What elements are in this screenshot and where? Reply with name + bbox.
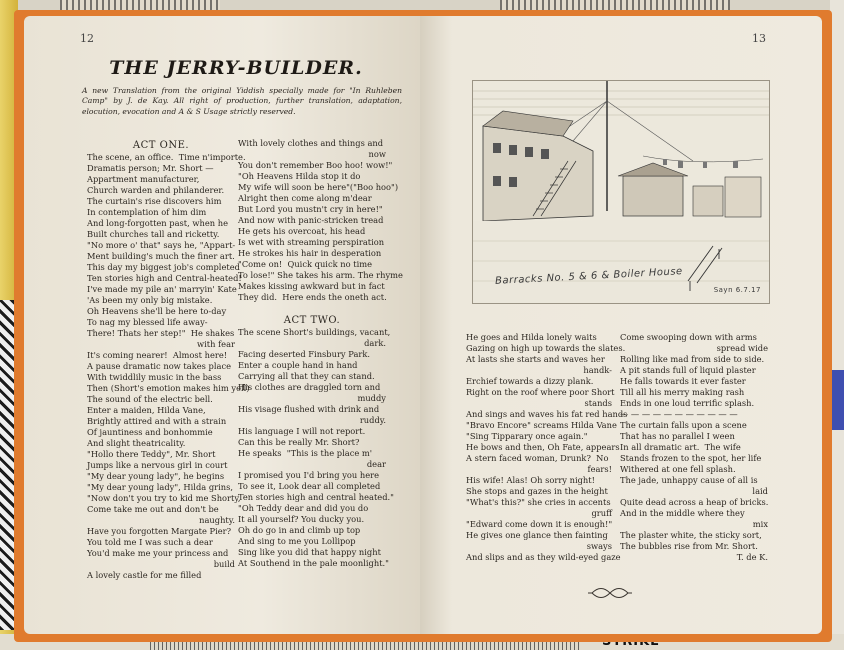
poem-line: His wife! Alas! Oh sorry night! — [466, 475, 595, 485]
poem-line: Enter a couple hand in hand — [238, 360, 358, 370]
poem-line: The jade, unhappy cause of all is — [620, 475, 758, 485]
left-column-1 — [87, 139, 250, 581]
poem-line: And sings and waves his fat red hands — [466, 409, 628, 419]
poem-line: Facing deserted Finsbury Park. — [238, 349, 371, 359]
poem-line: And sing to me you Lollipop — [238, 536, 356, 546]
poem-line: Ten stories high and Central-heated! — [87, 273, 242, 283]
poem-line: dear — [366, 459, 386, 469]
poem-line: The scene, an office. Time n'importe. — [87, 152, 246, 162]
poem-line: In contemplation of him dim — [87, 207, 207, 217]
poem-line: mix — [752, 519, 768, 529]
left-column-2 — [238, 138, 403, 569]
poem-line: "No more o' that" says he, "Appart- — [87, 240, 236, 250]
poem-line: This day my biggest job's completed — [87, 262, 240, 272]
poem-line: Makes kissing awkward but in fact — [238, 281, 385, 291]
poem-line: To nag my blessed life away- — [87, 317, 208, 327]
left-page — [24, 16, 420, 634]
backdrop-right — [830, 0, 844, 650]
poem-line: You don't remember Boo hoo! wow!" — [238, 160, 393, 170]
poem-line: stands — [584, 398, 612, 408]
open-book — [14, 10, 832, 642]
page-number-right: 13 — [752, 32, 766, 45]
poem-line: build — [213, 559, 235, 569]
poem-line: laid — [752, 486, 768, 496]
poem-line: Enter a maiden, Hilda Vane, — [87, 405, 206, 415]
poem-line: And in the middle where they — [620, 508, 745, 518]
poem-line: To see it, Look dear all completed — [238, 481, 381, 491]
poem-line: The curtain's rise discovers him — [87, 196, 222, 206]
poem-line: With twiddlily music in the bass — [87, 372, 222, 382]
article-title: THE JERRY-BUILDER. — [109, 57, 363, 79]
poem-line: Ends in one loud terrific splash. — [620, 398, 755, 408]
poem-line: naughty. — [199, 515, 235, 525]
poem-line: And now with panic-stricken tread — [238, 215, 384, 225]
poem-line: "My dear young lady", Hilda grins, — [87, 482, 234, 492]
poem-line: At Southend in the pale moonlight." — [238, 558, 389, 568]
poem-line: My wife will soon be here"("Boo hoo") — [238, 182, 399, 192]
poem-line: Built churches tall and ricketty. — [87, 229, 220, 239]
poem-line: gruff — [591, 508, 612, 518]
poem-line: "Edward come down it is enough!" — [466, 519, 613, 529]
poem-line: "Now don't you try to kid me Shorty, — [87, 493, 241, 503]
poem-line: And long-forgotten past, when he — [87, 218, 229, 228]
poem-line: You told me I was such a dear — [87, 537, 213, 547]
poem-line: "My dear young lady", he begins — [87, 471, 225, 481]
poem-line: The bubbles rise from Mr. Short. — [620, 541, 758, 551]
poem-line: Come take me out and don't be — [87, 504, 219, 514]
poem-line: "Hollo there Teddy", Mr. Short — [87, 449, 216, 459]
poem-line: T. de K. — [736, 552, 768, 562]
poem-line: He gives one glance then fainting — [466, 530, 608, 540]
poem-line: She stops and gazes in the height — [466, 486, 608, 496]
poem-line: with fear — [197, 339, 235, 349]
poem-line: And slight theatricality. — [87, 438, 186, 448]
poem-line: A pit stands full of liquid plaster — [620, 365, 756, 375]
intro-note — [82, 86, 402, 117]
poem-line: Is wet with streaming perspiration — [238, 237, 385, 247]
poem-line: It all yourself? You ducky you. — [238, 514, 365, 524]
poem-line: "Come on! Quick quick no time — [238, 259, 372, 269]
poem-line: I promised you I'd bring you here — [238, 470, 380, 480]
poem-line: His visage flushed with drink and — [238, 404, 380, 414]
poem-line: Can this be really Mr. Short? — [238, 437, 360, 447]
poem-line: Church warden and philanderer. — [87, 185, 225, 195]
poem-line: You'd make me your princess and — [87, 548, 229, 558]
poem-line: handk- — [583, 365, 612, 375]
poem-line: A pause dramatic now takes place — [87, 361, 232, 371]
poem-line: muddy — [357, 393, 386, 403]
poem-line: A lovely castle for me filled — [87, 570, 202, 580]
poem-line: Appartment manufacturer, — [87, 174, 200, 184]
poem-line: "What's this?" she cries in accents — [466, 497, 611, 507]
backdrop-tag — [832, 370, 844, 430]
poem-line: 'As been my only big mistake. — [87, 295, 213, 305]
act-heading: ACT ONE. — [132, 140, 190, 151]
poem-line: But Lord you mustn't cry in here!" — [238, 204, 383, 214]
poem-line: And slips and as they wild-eyed gaze — [466, 552, 621, 562]
intro-text: A new Translation from the original Yiddish specially made for "In Ruhleben Camp" by J. de Kay. All right of production, further translation, adaptation, elocution, evocation and A & S Usage strictly reserved. — [82, 86, 402, 116]
poem-line: I've made my pile an' marryin' Kate — [87, 284, 237, 294]
poem-line: Sing like you did that happy night — [238, 547, 381, 557]
poem-line: He bows and then, Oh Fate, appears — [466, 442, 620, 452]
poem-line: Gazing on high up towards the slates. — [466, 343, 626, 353]
poem-line: "Oh Heavens Hilda stop it do — [238, 171, 361, 181]
poem-line: Brightly attired and with a strain — [87, 416, 227, 426]
poem-line: To lose!" She takes his arm. The rhyme — [238, 270, 403, 280]
poem-line: That has no parallel I ween — [620, 431, 735, 441]
right-column-2 — [620, 332, 768, 563]
poem-line: He falls towards it ever faster — [620, 376, 746, 386]
page-number-left: 12 — [80, 32, 94, 45]
poem-line: His clothes are draggled torn and — [238, 382, 381, 392]
poem-line: Rolling like mad from side to side. — [620, 354, 765, 364]
poem-line: Withered at one fell splash. — [620, 464, 736, 474]
poem-line: The scene Short's buildings, vacant, — [238, 327, 391, 337]
poem-line: Till all his merry making rash — [620, 387, 745, 397]
poem-line: — — — — — — — — — — — — [620, 409, 738, 419]
act-heading: ACT TWO. — [283, 315, 341, 326]
poem-line: It's coming nearer! Almost here! — [87, 350, 228, 360]
poem-line: Come swooping down with arms — [620, 332, 757, 342]
right-page — [420, 16, 822, 634]
poem-line: At lasts she starts and waves her — [466, 354, 605, 364]
poem-line: Stands frozen to the spot, her life — [620, 453, 762, 463]
poem-line: Carrying all that they can stand. — [238, 371, 375, 381]
poem-line: Then (Short's emotion makes him yell) — [87, 383, 250, 393]
poem-line: sways — [586, 541, 612, 551]
poem-line: A stern faced woman, Drunk? No — [466, 453, 609, 463]
poem-line: ruddy. — [359, 415, 386, 425]
poem-line: now — [368, 149, 386, 159]
poem-line: "Bravo Encore" screams Hilda Vane — [466, 420, 617, 430]
poem-line: With lovely clothes and things and — [238, 138, 384, 148]
poem-line: Jumps like a nervous girl in court — [87, 460, 228, 470]
poem-line: Oh do go in and climb up top — [238, 525, 361, 535]
poem-line: "Oh Teddy dear and did you do — [238, 503, 369, 513]
poem-line: spread wide — [716, 343, 768, 353]
poem-line: His language I will not report. — [238, 426, 366, 436]
poem-line: dark. — [364, 338, 386, 348]
poem-line: He goes and Hilda lonely waits — [466, 332, 597, 342]
poem-line: The sound of the electric bell. — [87, 394, 213, 404]
poem-line: Dramatis person; Mr. Short — — [87, 163, 214, 173]
poem-line: "Sing Tipparary once again." — [466, 431, 588, 441]
artist-signature: Sayn 6.7.17 — [713, 286, 761, 294]
poem-line: The curtain falls upon a scene — [620, 420, 747, 430]
poem-line: In all dramatic art. The wife — [620, 442, 741, 452]
poem-line: The plaster white, the sticky sort, — [620, 530, 762, 540]
poem-line: Right on the roof where poor Short — [466, 387, 615, 397]
poem-line: Erchief towards a dizzy plank. — [466, 376, 594, 386]
poem-line: Have you forgotten Margate Pier? — [87, 526, 232, 536]
poem-line: Alright then come along m'dear — [238, 193, 372, 203]
poem-line: Of jauntiness and bonhommie — [87, 427, 213, 437]
poem-line: They did. Here ends the oneth act. — [238, 292, 387, 302]
poem-line: He speaks "This is the place m' — [238, 448, 373, 458]
poem-line: Ten stories high and central heated." — [238, 492, 394, 502]
illustration-caption: Barracks No. 5 & 6 & Boiler House — [494, 266, 683, 287]
poem-line — [238, 303, 386, 314]
poem-line: Ment building's much the finer art. — [87, 251, 235, 261]
poem-line: There! Thats her step!" He shakes — [87, 328, 235, 338]
illustration — [472, 80, 770, 304]
right-column-1 — [466, 332, 628, 563]
poem-line: He gets his overcoat, his head — [238, 226, 366, 236]
poem-line: fears! — [587, 464, 612, 474]
poem-line: He strokes his hair in desperation — [238, 248, 382, 258]
poem-line: Quite dead across a heap of bricks. — [620, 497, 769, 507]
poem-line: Oh Heavens she'll be here to-day — [87, 306, 227, 316]
ornament-icon — [588, 586, 632, 600]
